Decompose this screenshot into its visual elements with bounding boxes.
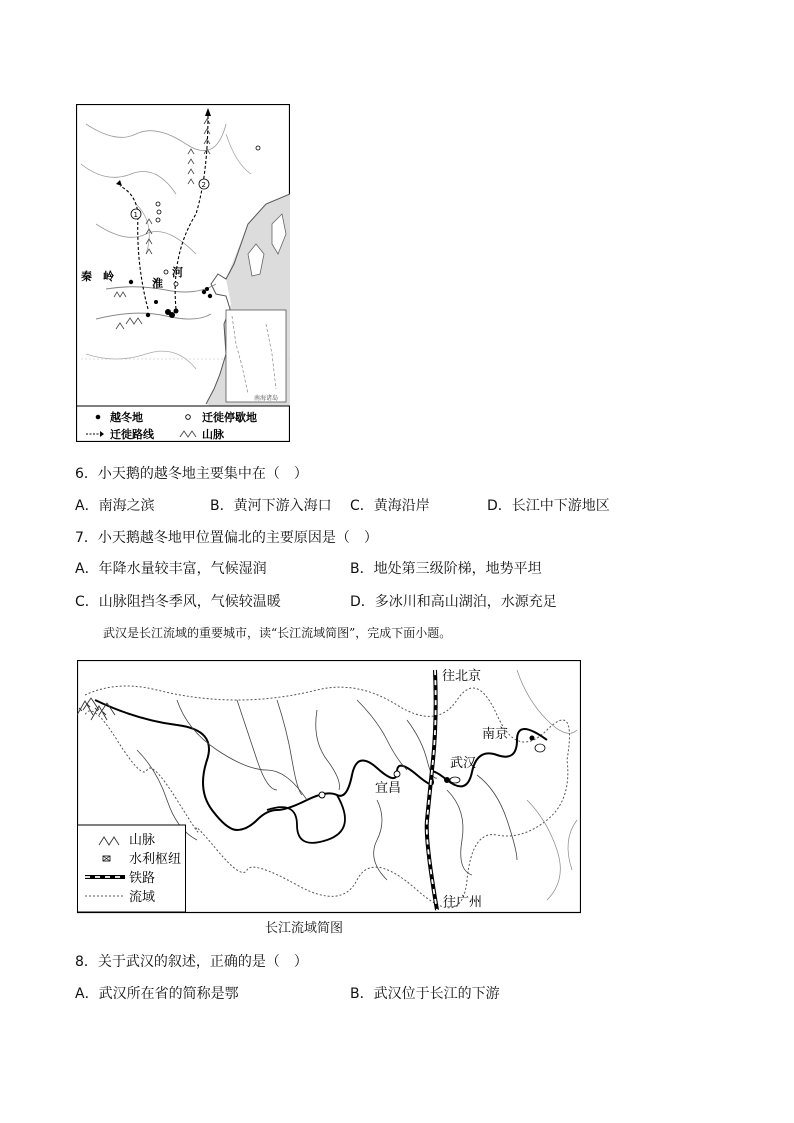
legend-basin: 流域	[129, 890, 156, 905]
wuhan-label: 武汉	[450, 756, 477, 771]
legend-mountain-map2: 山脉	[129, 833, 156, 848]
legend-wintering: 越冬地	[110, 411, 143, 424]
yangtze-basin-map	[77, 660, 581, 914]
q6-stem: 6．小天鹅的越冬地主要集中在（ ）	[75, 466, 308, 482]
he-label: 河	[172, 266, 183, 279]
scs-inset-label: 南海诸岛	[254, 395, 279, 402]
map2-caption: 长江流域简图	[265, 921, 344, 936]
route-1-label: 1	[133, 211, 138, 219]
huai-label: 淮	[152, 277, 163, 290]
route-2-label: 2	[201, 181, 206, 189]
q8-option-a[interactable]: A．武汉所在省的简称是鄂	[75, 986, 239, 1002]
q8-stem: 8．关于武汉的叙述，正确的是（ ）	[75, 954, 308, 970]
q6-option-b[interactable]: B．黄河下游入海口	[210, 498, 332, 514]
legend-route: 迁徙路线	[110, 428, 154, 441]
legend-dam: 水利枢纽	[129, 852, 182, 867]
to-guangzhou-label: 往广州	[443, 895, 483, 910]
q8-option-b[interactable]: B．武汉位于长江的下游	[350, 986, 500, 1002]
legend-mountain: 山脉	[202, 428, 224, 441]
swan-migration-map	[76, 104, 290, 442]
yangtze-map-svg	[77, 660, 581, 914]
q6-option-d[interactable]: D．长江中下游地区	[487, 498, 610, 514]
q7-option-b[interactable]: B．地处第三级阶梯，地势平坦	[350, 561, 542, 577]
migration-map-svg	[76, 104, 290, 442]
q7-stem: 7．小天鹅越冬地甲位置偏北的主要原因是（ ）	[75, 530, 378, 546]
q6-option-a[interactable]: A．南海之滨	[75, 498, 155, 514]
section-intro: 武汉是长江流域的重要城市，读“长江流域简图”，完成下面小题。	[103, 626, 452, 640]
q7-option-a[interactable]: A．年降水量较丰富，气候湿润	[75, 561, 267, 577]
yichang-label: 宜昌	[375, 781, 402, 796]
legend-railway: 铁路	[129, 871, 156, 886]
q7-option-d[interactable]: D．多冰川和高山湖泊，水源充足	[350, 594, 557, 610]
to-beijing-label: 往北京	[442, 669, 482, 684]
legend-stopover: 迁徙停歇地	[202, 411, 257, 424]
nanjing-label: 南京	[482, 727, 509, 742]
qinling-label: 秦 岭	[81, 270, 114, 283]
q6-option-c[interactable]: C．黄海沿岸	[350, 498, 430, 514]
q7-option-c[interactable]: C．山脉阻挡冬季风，气候较温暖	[75, 594, 281, 610]
